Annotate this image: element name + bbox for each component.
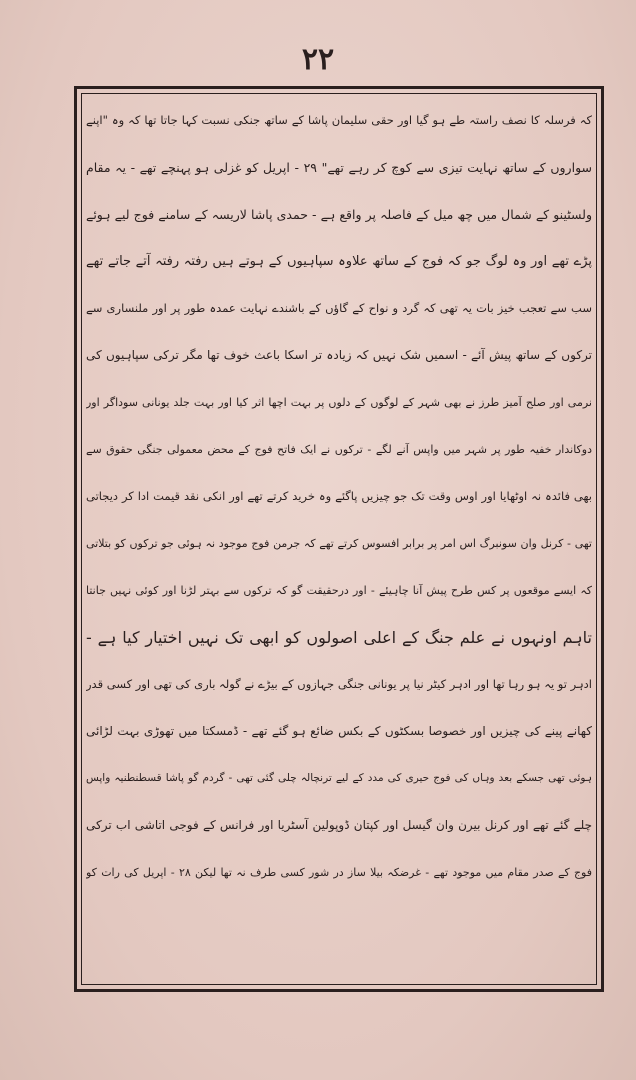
page-number: ۲۲ [301, 42, 335, 77]
text-line: تھی - کرنل وان سونبرگ اس امر پر برابر افسوس کرتے تھے کہ جرمن فوج موجود نہ ہوئی جو ترکوں کو بتلاتی [86, 537, 592, 550]
text-line: فوج کے صدر مقام میں موجود تھے - غرضکہ بیلا ساز در شور کسی طرف نہ تھا لیکن ۲۸ - اپریل کی رات کو [86, 866, 592, 879]
text-line: چلے گئے تھے اور کرنل بیرن وان گیسل اور کپتان ڈوپولین آسٹریا اور فرانس کے فوجی اتاشی اب ترکی [86, 818, 592, 832]
text-line: کہ ایسے موقعوں پر کس طرح پیش آنا چاہیئے - اور درحقیقت گو کہ ترکوں سے بہتر لڑنا اور کوئی نہیں جانتا [86, 584, 592, 597]
text-line: تاہم اونہوں نے علم جنگ کے اعلی اصولوں کو ابھی تک نہیں اختیار کیا ہے - [86, 628, 592, 647]
text-line: ولسٹینو کے شمال میں چھ میل کے فاصلہ پر واقع ہے - حمدی پاشا لاریسہ کے سامنے فوج لیے ہوئے [86, 207, 592, 222]
body-text [86, 97, 592, 896]
text-line: سب سے تعجب خیز بات یہ تھی کہ گرد و نواح کے گاؤں کے باشندے نہایت عمدہ طور پر اور ملنساری سے [86, 301, 592, 315]
text-line: نرمی اور صلح آمیز طرز نے بھی شہر کے لوگوں کے دلوں پر بہت اچھا اثر کیا اور بہت جلد یونانی سوداگر اور [86, 396, 592, 409]
text-line: ہوئی تھی جسکے بعد وہاں کی فوج حیری کی مدد کے لیے ترنچالہ چلی گئی تھی - گردم گو پاشا قسطنطنیہ واپس [86, 772, 592, 784]
text-line: کہ فرسلہ کا نصف راستہ طے ہو گیا اور حقی سلیمان پاشا کے ساتھ جنکی نسبت کہا جاتا تھا کہ وہ "اپنے [86, 113, 592, 127]
text-line: ادہر تو یہ ہو رہا تھا اور ادہر کیٹر نیا پر یونانی جنگی جہازوں کے بیڑے نے گولہ باری کی تھی اور کسی قدر [86, 677, 592, 691]
text-line: دوکاندار خفیہ طور پر شہر میں واپس آنے لگے - ترکوں نے ایک فاتح فوج کے محض معمولی جنگی حقوق سے [86, 443, 592, 456]
text-line: ترکوں کے ساتھ پیش آئے - اسمیں شک نہیں کہ زیادہ تر اسکا باعث خوف تھا مگر ترکی سپاہیوں کی [86, 348, 592, 362]
text-line: پڑے تھے اور وہ لوگ جو کہ فوج کے ساتھ علاوہ سپاہیوں کے ہوتے ہیں رفتہ رفتہ آتے جاتے تھے [86, 254, 592, 269]
text-line: سواروں کے ساتھ نہایت تیزی سے کوچ کر رہے تھے" ۲۹ - اپریل کو غزلی ہو پہنچے تھے - یہ مقام [86, 160, 592, 175]
text-line: بھی فائدہ نہ اوٹھایا اور اوس وقت تک جو چیزیں پاگئے وہ خرید کرتے تھے اور انکی نقد قیمت ادا کر دیجاتی [86, 489, 592, 503]
text-line: کھانے پینے کی چیزیں اور خصوصا بسکٹوں کے بکس ضائع ہو گئے تھے - ڈمسکتا میں تھوڑی بہت لڑائی [86, 724, 592, 738]
